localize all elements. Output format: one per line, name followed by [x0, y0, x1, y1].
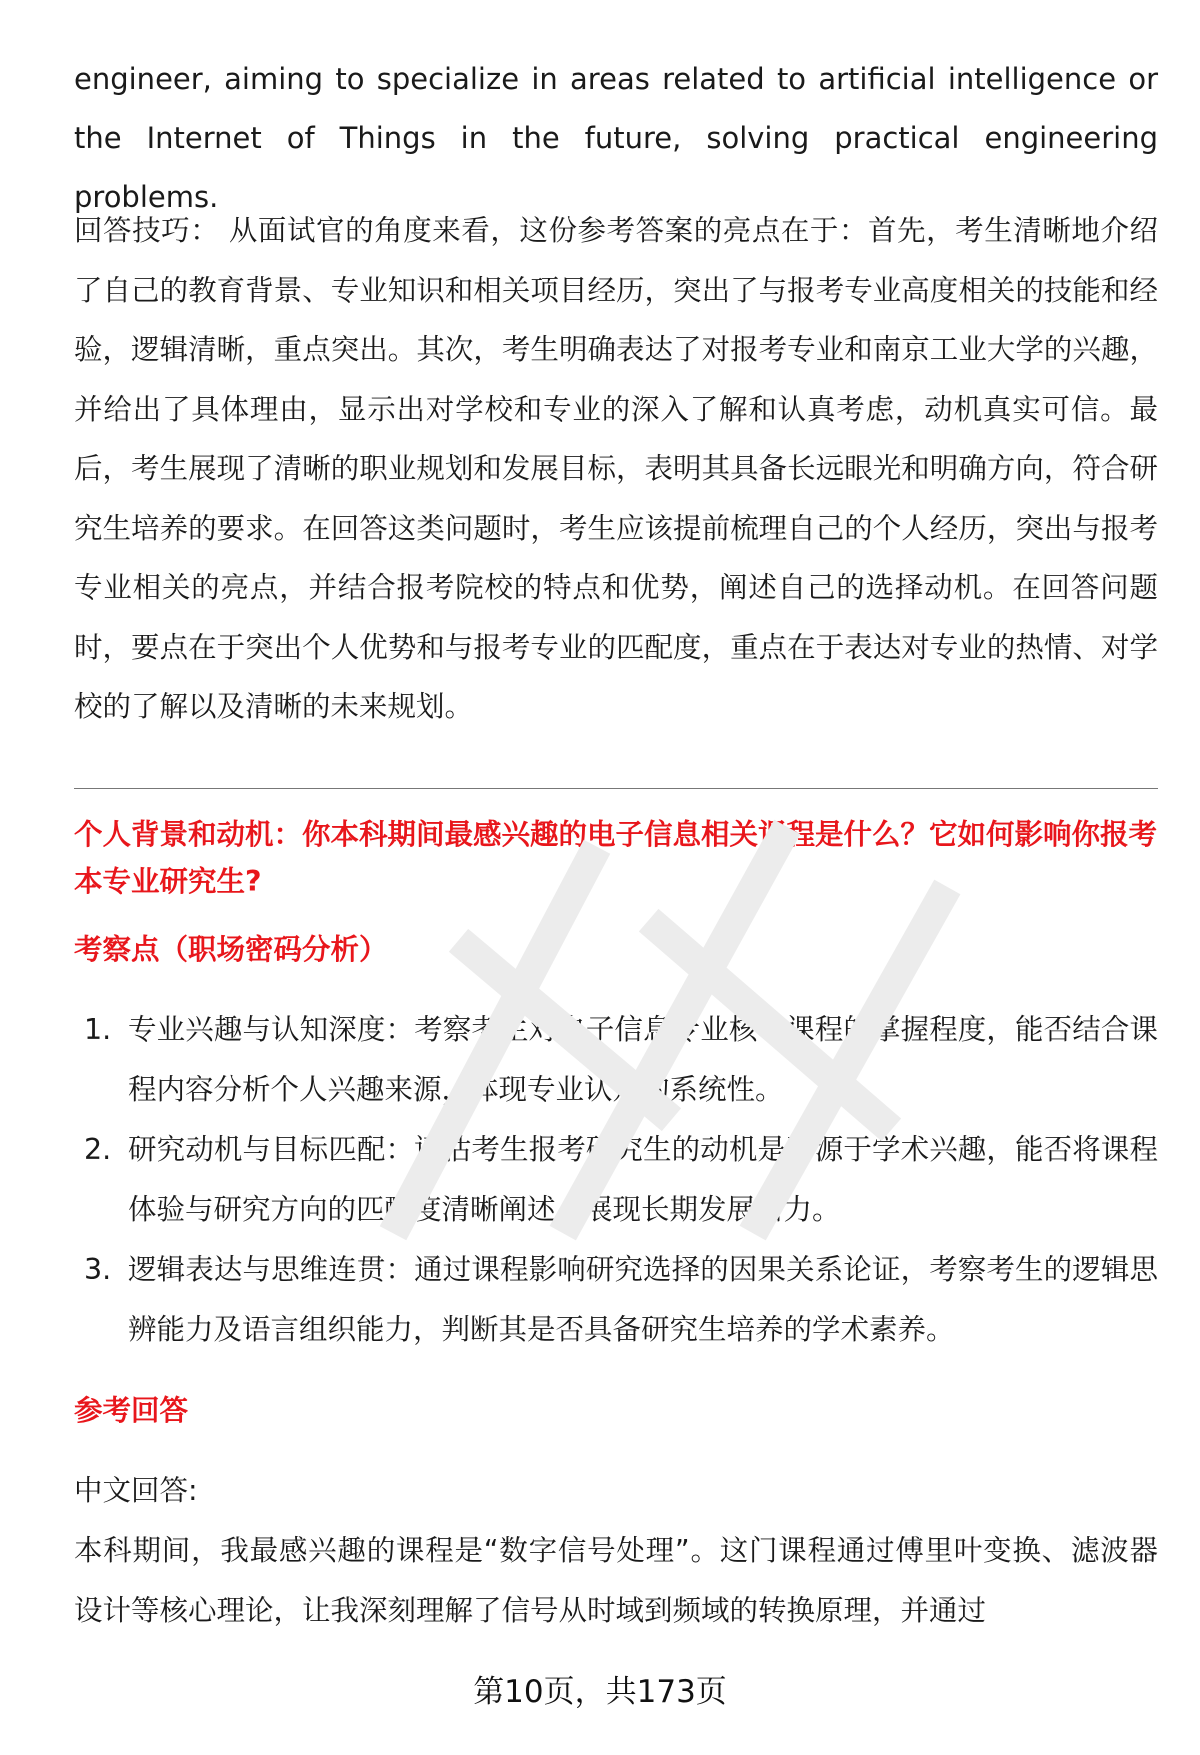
list-item — [74, 1240, 1158, 1360]
question-heading: 个人背景和动机：你本科期间最感兴趣的电子信息相关课程是什么？它如何影响你报考本专业研究生? — [74, 818, 1158, 898]
page-number-footer: 第10页，共173页 — [473, 1674, 727, 1710]
chinese-answer-paragraph: 本科期间，我最感兴趣的课程是“数字信号处理”。这门课程通过傅里叶变换、滤波器设计等核心理论，让我深刻理解了信号从时域到频域的转换原理，并通过 — [74, 1534, 1158, 1627]
list-item-text: 逻辑表达与思维连贯：通过课程影响研究选择的因果关系论证，考察考生的逻辑思辨能力及语言组织能力，判断其是否具备研究生培养的学术素养。 — [128, 1253, 1158, 1346]
reference-answer-heading: 参考回答 — [74, 1394, 189, 1427]
intro-english-paragraph: engineer, aiming to specialize in areas related to artificial intelligence or the Internet of Things in the future, solving practical engineering problems. — [74, 62, 1158, 214]
list-item — [74, 1120, 1158, 1240]
assessment-heading: 考察点（职场密码分析） — [74, 933, 388, 966]
list-item-text: 专业兴趣与认知深度：考察考生对电子信息专业核心课程的掌握程度，能否结合课程内容分析个人兴趣来源，体现专业认知的系统性。 — [128, 1013, 1158, 1106]
chinese-answer-label: 中文回答: — [74, 1474, 198, 1507]
list-item-number: 1. — [84, 1013, 112, 1046]
list-item-text: 研究动机与目标匹配：评估考生报考研究生的动机是否源于学术兴趣，能否将课程体验与研究方向的匹配度清晰阐述，展现长期发展潜力。 — [128, 1133, 1158, 1226]
list-item — [74, 1000, 1158, 1120]
section-divider — [74, 788, 1158, 789]
assessment-points-list — [74, 1000, 1158, 1360]
answer-tip-paragraph: 回答技巧： 从面试官的角度来看，这份参考答案的亮点在于：首先，考生清晰地介绍了自己的教育背景、专业知识和相关项目经历，突出了与报考专业高度相关的技能和经验，逻辑清晰，重点突出。其次，考生明确表达了对报考专业和南京工业大学的兴趣，并给出了具体理由，显示出对学校和专业的深入了解和认真考虑，动机真实可信。最后，考生展现了清晰的职业规划和发展目标，表明其具备长远眼光和明确方向，符合研究生培养的要求。在回答这类问题时，考生应该提前梳理自己的个人经历，突出与报考专业相关的亮点，并结合报考院校的特点和优势，阐述自己的选择动机。在回答问题时，要点在于突出个人优势和与报考专业的匹配度，重点在于表达对专业的热情、对学校的了解以及清晰的未来规划。 — [74, 214, 1158, 723]
list-item-number: 2. — [84, 1133, 112, 1166]
list-item-number: 3. — [84, 1253, 112, 1286]
